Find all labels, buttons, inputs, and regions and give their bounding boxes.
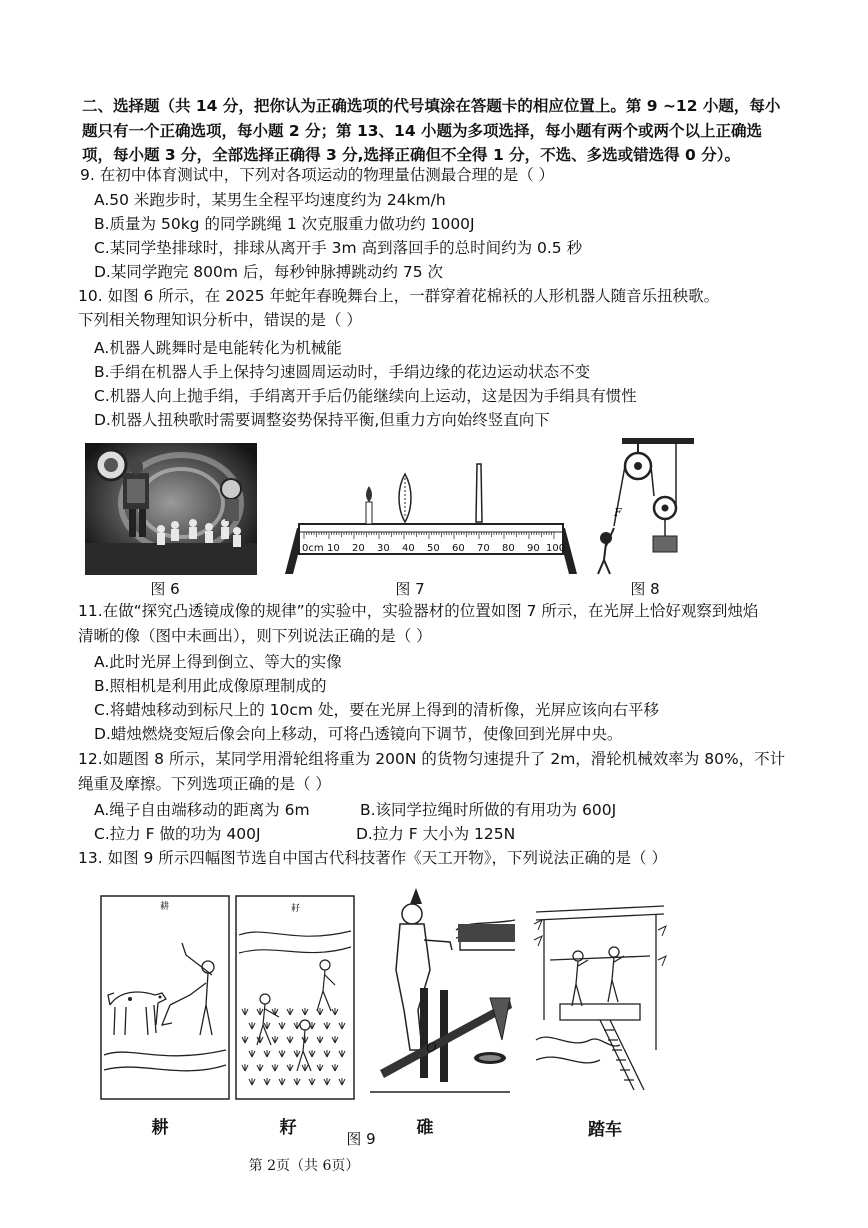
ruler-label-40: 40 [402,543,415,554]
figure-7-caption: 图 7 [395,580,425,598]
ruler-label-60: 60 [452,543,465,554]
figure-9-treadmill-pump [530,900,670,1100]
question-10-option-a: A.机器人跳舞时是电能转化为机械能 [94,339,342,357]
figure-6-caption: 图 6 [150,580,180,598]
figure-7-optical-bench [285,458,577,578]
section-title-line-1: 二、选择题（共 14 分，把你认为正确选项的代号填涂在答题卡的相应位置上。第 9 ~12 小题，每小 [82,97,781,115]
question-10-option-b: B.手绢在机器人手上保持匀速圆周运动时，手绢边缘的花边运动状态不变 [94,363,591,381]
person-pulling [598,528,614,574]
ruler-label-0: 0cm [302,543,324,554]
question-11-option-c: C.将蜡烛移动到标尺上的 10cm 处，要在光屏上得到的清析像，光屏应该向右平移 [94,701,659,719]
pivot-label: O [426,1041,437,1056]
question-12-option-a: A.绳子自由端移动的距离为 6m [94,801,310,819]
question-10-option-c: C.机器人向上抛手绢，手绢离开手后仍能继续向上运动，这是因为手绢具有惯性 [94,387,637,405]
panel-2-inner-label: 耔 [291,904,301,914]
question-10-stem-1: 10. 如图 6 所示，在 2025 年蛇年春晚舞台上，一群穿着花棉袄的人形机器人随音乐扭秧歌。 [78,287,720,305]
ruler-label-100: 100 [546,543,566,554]
figure-8-caption: 图 8 [630,580,660,598]
question-9-option-b: B.质量为 50kg 的同学跳绳 1 次克服重力做功约 1000J [94,215,475,233]
light-screen [476,464,482,522]
question-9-stem: 9. 在初中体育测试中，下列对各项运动的物理量估测最合理的是（ ） [80,166,555,184]
question-10-option-d: D.机器人扭秧歌时需要调整姿势保持平衡,但重力方向始终竖直向下 [94,411,550,429]
ruler-label-20: 20 [352,543,365,554]
question-12-stem-2: 绳重及摩擦。下列选项正确的是（ ） [78,775,331,793]
figure-9-label-pestle: 碓 [416,1118,434,1138]
question-9-option-c: C.某同学垫排球时，排球从离开手 3m 高到落回手的总时间约为 0.5 秒 [94,239,583,257]
section-title-line-2: 题只有一个正确选项，每小题 2 分；第 13、14 小题为多项选择，每小题有两个或两个以上正确选 [82,122,763,140]
ruler-label-90: 90 [527,543,540,554]
question-9-option-d: D.某同学跑完 800m 后，每秒钟脉搏跳动约 75 次 [94,263,443,281]
question-10-stem-2: 下列相关物理知识分析中，错误的是（ ） [78,311,362,329]
candle [366,486,372,524]
question-12-option-b: B.该同学拉绳时所做的有用功为 600J [360,801,617,819]
figure-9-label-weeding: 耔 [279,1118,297,1138]
question-11-option-a: A.此时光屏上得到倒立、等大的实像 [94,653,342,671]
figure-9-caption: 图 9 [346,1130,376,1148]
section-title-line-3: 项，每小题 3 分，全部选择正确得 3 分,选择正确但不全得 1 分，不选、多选或错选得 0 分）。 [82,146,740,164]
figure-8-pulley-system [592,438,702,578]
question-12-stem-1: 12.如题图 8 所示，某同学用滑轮组将重为 200N 的货物匀速提升了 2m，滑轮机械效率为 80%，不计 [78,750,786,768]
question-13-stem: 13. 如图 9 所示四幅图节选自中国古代科技著作《天工开物》，下列说法正确的是（ ） [78,849,667,867]
figure-9-pestle [360,880,520,1105]
panel-1-inner-label: 耕 [160,902,170,912]
figure-9-label-treadmill: 踏车 [588,1120,622,1140]
question-11-option-d: D.蜡烛燃烧变短后像会向上移动，可将凸透镜向下调节，使像回到光屏中央。 [94,725,623,743]
question-11-stem-1: 11.在做“探究凸透镜成像的规律”的实验中，实验器材的位置如图 7 所示，在光屏上恰好观察到烛焰 [78,602,759,620]
question-11-stem-2: 清晰的像（图中未画出），则下列说法正确的是（ ） [78,627,432,645]
question-12-option-d: D.拉力 F 大小为 125N [356,825,516,843]
figure-6-photo [85,443,257,575]
ruler-label-30: 30 [377,543,390,554]
ruler-label-80: 80 [502,543,515,554]
force-label: F [614,506,622,519]
convex-lens [399,474,411,522]
ruler-label-70: 70 [477,543,490,554]
cargo-block [653,536,677,552]
ruler-label-10: 10 [327,543,340,554]
figure-9-label-plowing: 耕 [151,1118,169,1138]
question-11-option-b: B.照相机是利用此成像原理制成的 [94,677,327,695]
figure-9-plowing [100,895,230,1100]
ruler-label-50: 50 [427,543,440,554]
page-footer: 第 2页（共 6页） [248,1158,360,1174]
figure-9-weeding [235,895,355,1100]
question-12-option-c: C.拉力 F 做的功为 400J [94,825,261,843]
question-9-option-a: A.50 米跑步时，某男生全程平均速度约为 24km/h [94,191,446,209]
